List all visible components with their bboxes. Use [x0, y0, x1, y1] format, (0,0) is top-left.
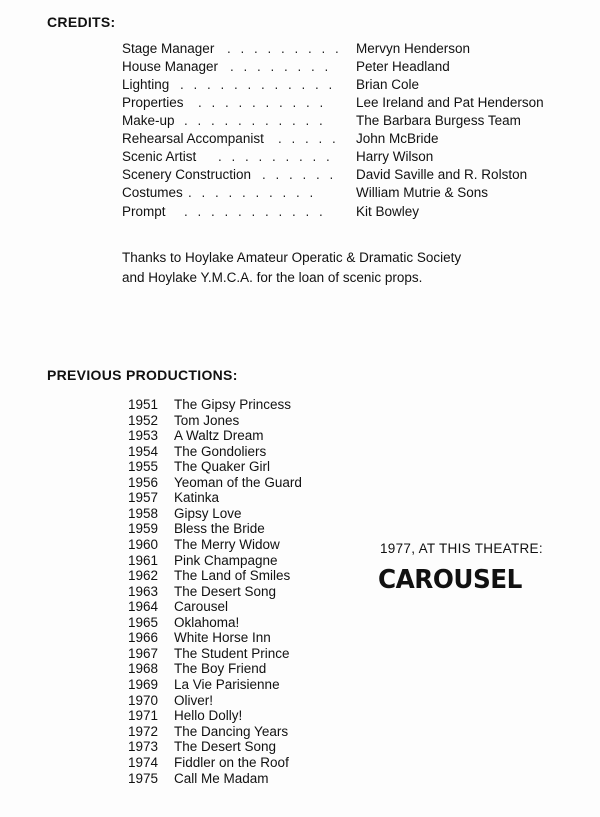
credits-heading: CREDITS:: [47, 14, 116, 30]
production-row: [128, 771, 269, 787]
credit-role: Scenery Construction: [122, 167, 252, 182]
production-year: 1966: [128, 630, 159, 645]
production-title: Yeoman of the Guard: [174, 475, 302, 490]
credit-name: Lee Ireland and Pat Henderson: [356, 95, 544, 110]
production-title: The Desert Song: [174, 584, 277, 599]
production-row: [128, 444, 266, 460]
production-title: Oliver!: [174, 693, 214, 708]
credit-role: Properties: [122, 95, 184, 110]
production-row: [128, 646, 290, 662]
production-title: The Quaker Girl: [174, 459, 271, 474]
credit-row: [122, 185, 562, 203]
production-year: 1952: [128, 413, 159, 428]
credit-row: [122, 41, 562, 59]
credit-leader-dots: . . . . . . . . . .: [198, 95, 327, 110]
credit-name: Kit Bowley: [356, 204, 420, 219]
credit-name: Harry Wilson: [356, 149, 434, 164]
production-title: White Horse Inn: [174, 630, 271, 645]
production-year: 1975: [128, 771, 159, 786]
production-title: Gipsy Love: [174, 506, 242, 521]
production-row: [128, 537, 280, 553]
production-year: 1967: [128, 646, 159, 661]
production-row: [128, 584, 276, 600]
production-title: The Boy Friend: [174, 661, 267, 676]
previous-productions-heading: PREVIOUS PRODUCTIONS:: [47, 367, 238, 383]
credit-role: Scenic Artist: [122, 149, 197, 164]
production-row: [128, 615, 239, 631]
credit-leader-dots: . . . . . . . . . . .: [184, 113, 326, 128]
production-row: [128, 397, 291, 413]
credit-row: [122, 77, 562, 95]
thanks-line-2: and Hoylake Y.M.C.A. for the loan of scenic props.: [122, 270, 423, 285]
production-year: 1963: [128, 584, 159, 599]
production-title: Katinka: [174, 490, 220, 505]
production-year: 1961: [128, 553, 159, 568]
production-row: [128, 568, 290, 584]
production-row: [128, 521, 265, 537]
production-title: Call Me Madam: [174, 771, 269, 786]
production-year: 1954: [128, 444, 159, 459]
production-year: 1959: [128, 521, 159, 536]
production-year: 1970: [128, 693, 159, 708]
production-year: 1969: [128, 677, 159, 692]
production-title: Fiddler on the Roof: [174, 755, 289, 770]
credit-role: Lighting: [122, 77, 170, 92]
credit-leader-dots: . . . . . . . . .: [218, 149, 333, 164]
credit-name: Brian Cole: [356, 77, 420, 92]
production-title: Bless the Bride: [174, 521, 265, 536]
production-title: The Student Prince: [174, 646, 290, 661]
production-row: [128, 490, 219, 506]
credit-leader-dots: . . . . . . . . . . . .: [180, 77, 336, 92]
credit-name: William Mutrie & Sons: [356, 185, 489, 200]
production-year: 1962: [128, 568, 159, 583]
credit-role: Rehearsal Accompanist: [122, 131, 264, 146]
production-row: [128, 724, 288, 740]
thanks-note: [122, 248, 461, 288]
production-title: The Gipsy Princess: [174, 397, 292, 412]
production-row: [128, 475, 302, 491]
production-title: Carousel: [174, 599, 229, 614]
credit-row: [122, 59, 562, 77]
credit-name: David Saville and R. Rolston: [356, 167, 528, 182]
production-row: [128, 755, 289, 771]
production-row: [128, 693, 213, 709]
production-year: 1968: [128, 661, 159, 676]
production-title: Oklahoma!: [174, 615, 240, 630]
credit-role: Costumes: [122, 185, 183, 200]
credit-leader-dots: . . . . . . . . . . .: [184, 204, 326, 219]
production-year: 1951: [128, 397, 159, 412]
production-title: Tom Jones: [174, 413, 240, 428]
production-row: [128, 630, 271, 646]
production-row: [128, 459, 270, 475]
production-row: [128, 708, 242, 724]
production-year: 1965: [128, 615, 159, 630]
credit-row: [122, 149, 562, 167]
production-year: 1973: [128, 739, 159, 754]
production-title: Pink Champagne: [174, 553, 278, 568]
credit-leader-dots: . . . . .: [278, 131, 339, 146]
credit-role: Make-up: [122, 113, 175, 128]
production-row: [128, 661, 266, 677]
next-production-label: 1977, AT THIS THEATRE:: [380, 541, 543, 556]
credit-role: House Manager: [122, 59, 219, 74]
production-year: 1953: [128, 428, 159, 443]
thanks-line-1: Thanks to Hoylake Amateur Operatic & Dramatic Society: [122, 250, 462, 265]
production-row: [128, 677, 280, 693]
production-year: 1960: [128, 537, 159, 552]
production-title: La Vie Parisienne: [174, 677, 280, 692]
credit-leader-dots: . . . . . .: [262, 167, 337, 182]
credit-leader-dots: . . . . . . . . . .: [188, 185, 317, 200]
production-row: [128, 413, 239, 429]
credit-role: Stage Manager: [122, 41, 215, 56]
production-year: 1964: [128, 599, 159, 614]
production-row: [128, 739, 276, 755]
credit-leader-dots: . . . . . . . .: [230, 59, 332, 74]
production-title: The Merry Widow: [174, 537, 280, 552]
credit-name: John McBride: [356, 131, 439, 146]
production-title: The Land of Smiles: [174, 568, 291, 583]
production-row: [128, 553, 278, 569]
production-year: 1955: [128, 459, 159, 474]
credit-name: Peter Headland: [356, 59, 450, 74]
credit-leader-dots: . . . . . . . . .: [227, 41, 342, 56]
production-row: [128, 599, 228, 615]
credit-row: [122, 167, 562, 185]
credit-name: The Barbara Burgess Team: [356, 113, 521, 128]
production-year: 1972: [128, 724, 159, 739]
production-year: 1958: [128, 506, 159, 521]
production-title: A Waltz Dream: [174, 428, 264, 443]
production-year: 1956: [128, 475, 159, 490]
production-row: [128, 428, 264, 444]
credit-name: Mervyn Henderson: [356, 41, 471, 56]
production-title: The Desert Song: [174, 739, 277, 754]
credit-row: [122, 131, 562, 149]
credit-row: [122, 95, 562, 113]
next-production-title: CAROUSEL: [378, 565, 522, 595]
production-year: 1974: [128, 755, 159, 770]
production-row: [128, 506, 242, 522]
production-title: Hello Dolly!: [174, 708, 243, 723]
production-title: The Gondoliers: [174, 444, 267, 459]
production-year: 1957: [128, 490, 159, 505]
credit-role: Prompt: [122, 204, 166, 219]
credit-row: [122, 204, 562, 222]
credit-row: [122, 113, 562, 131]
production-title: The Dancing Years: [174, 724, 289, 739]
production-year: 1971: [128, 708, 159, 723]
